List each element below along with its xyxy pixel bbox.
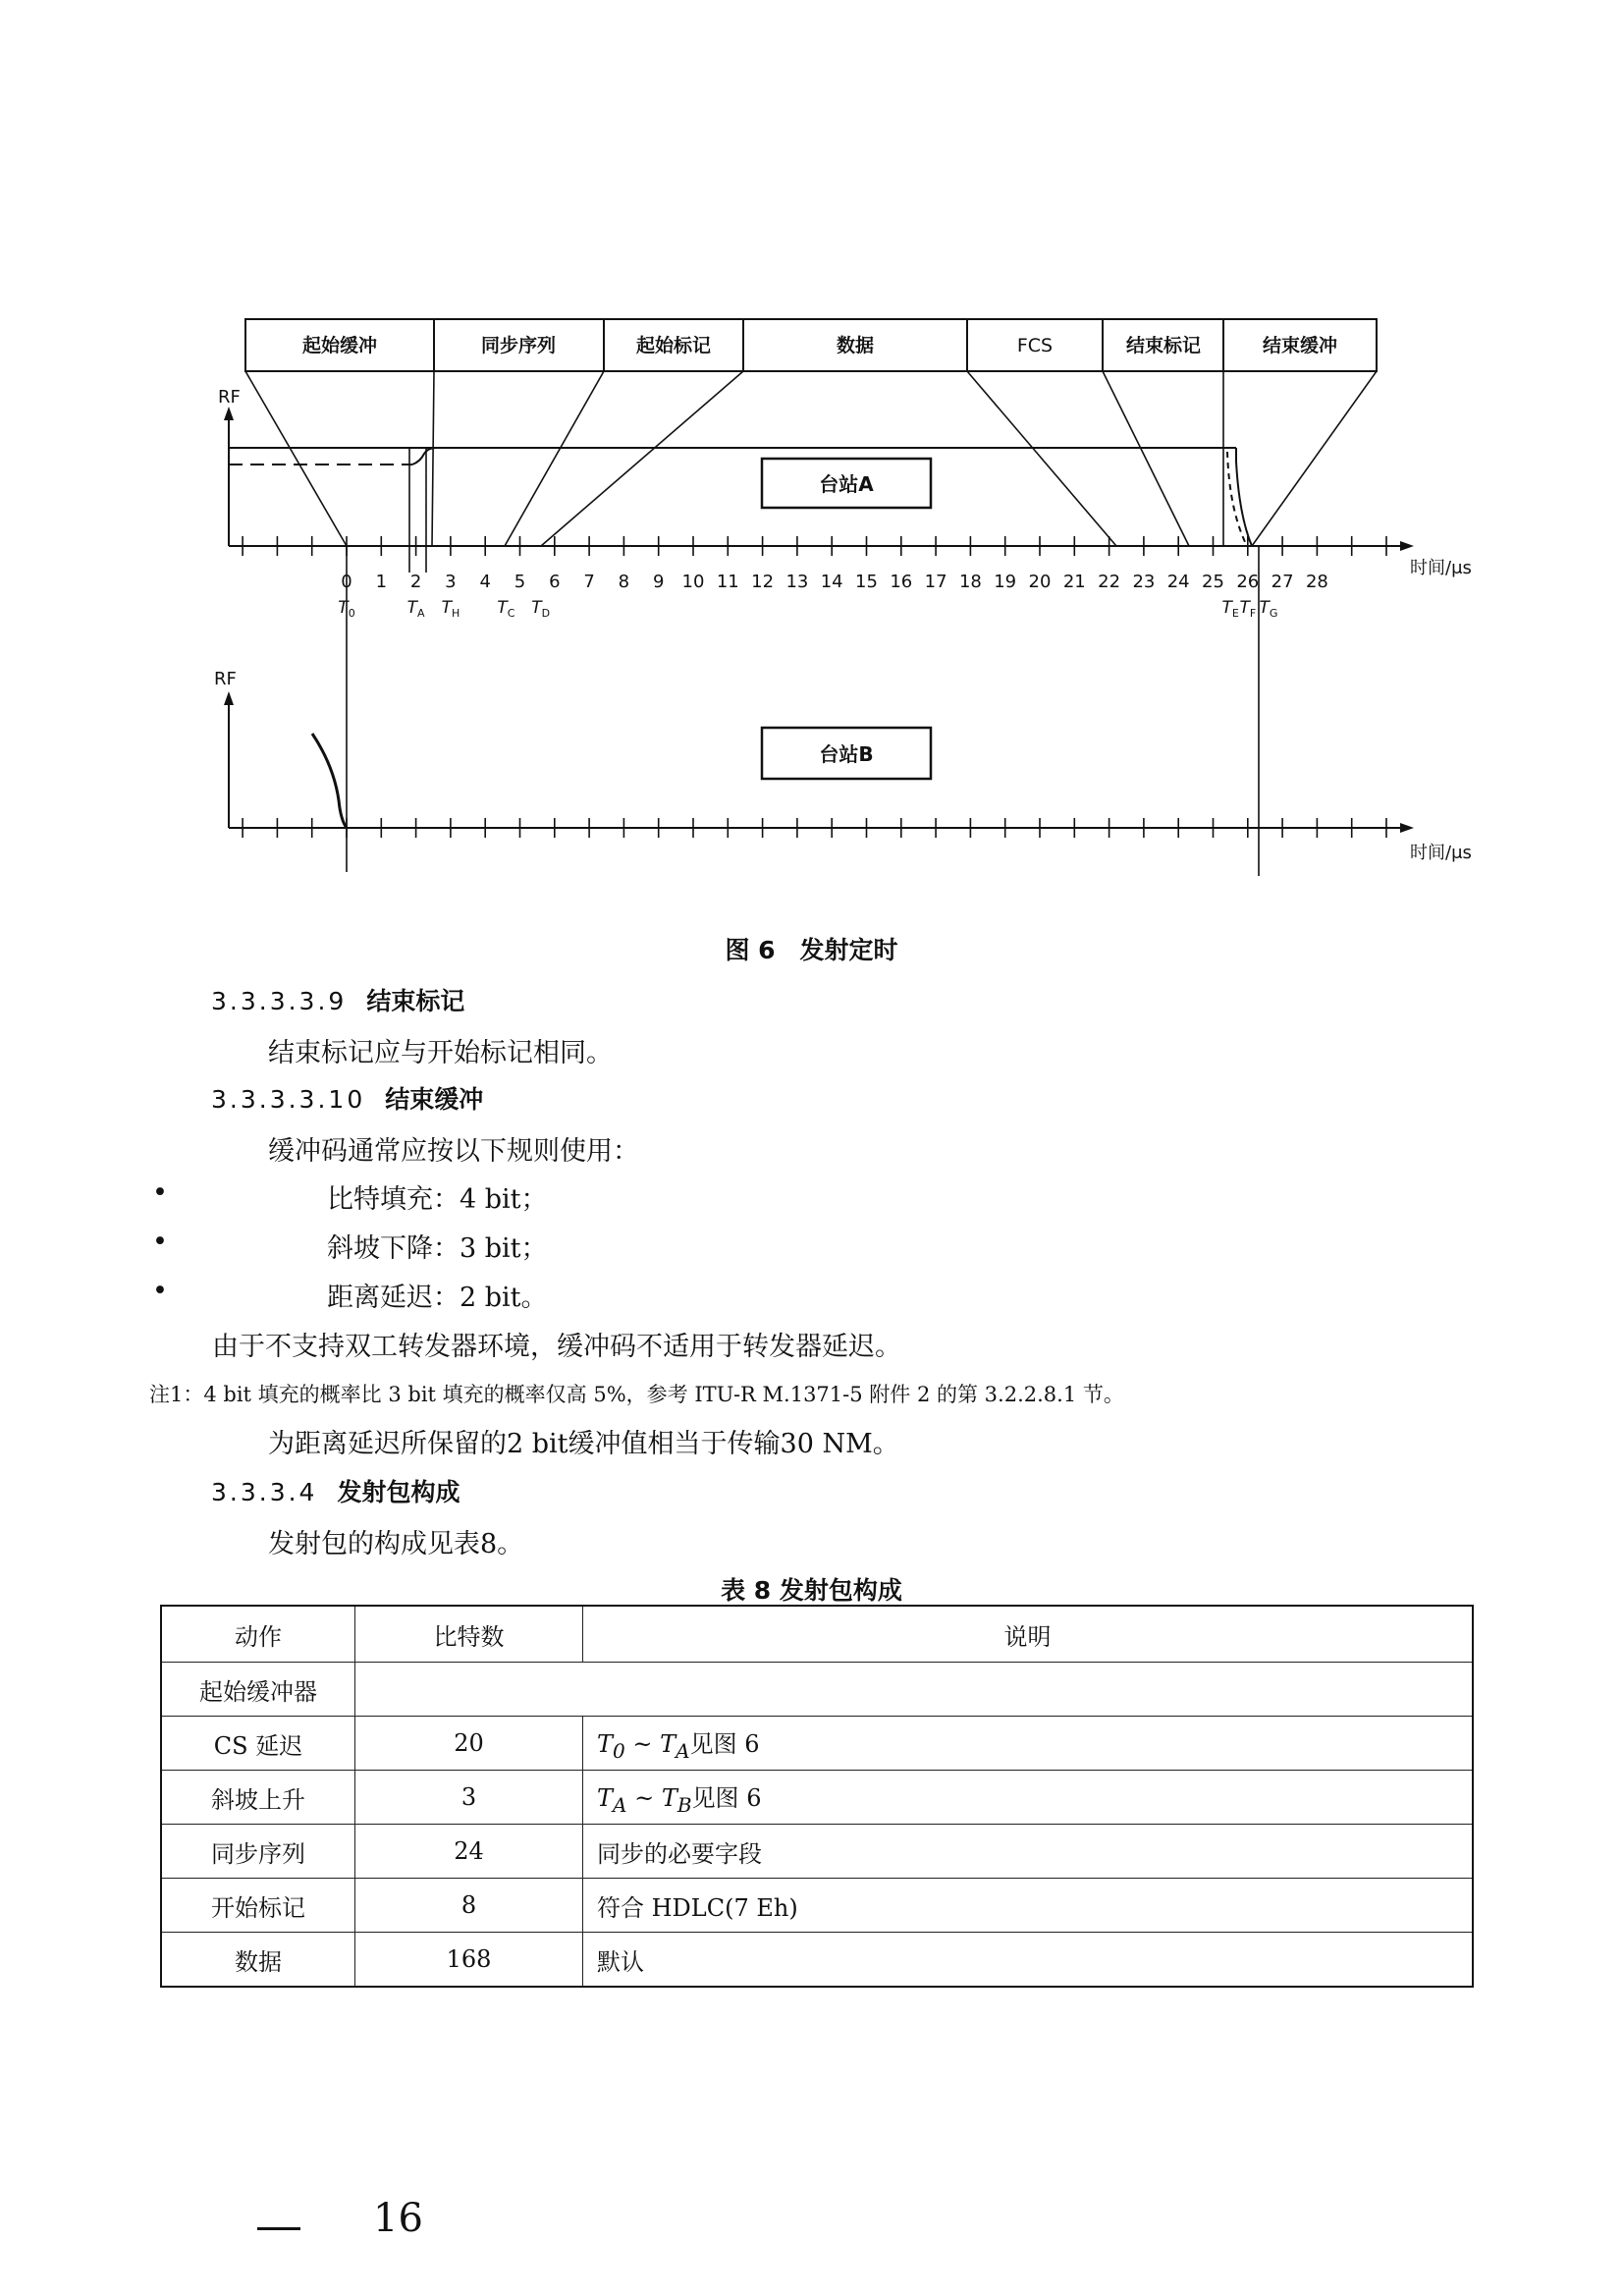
desc-sub: A <box>676 1738 690 1763</box>
tick-label: 25 <box>1202 572 1224 592</box>
segment-end-flag: 结束标记 <box>1125 335 1202 356</box>
time-b-label: 时间/μs <box>1410 843 1472 863</box>
desc-var: T <box>660 1729 676 1758</box>
paragraph-reserve: 为距离延迟所保留的2 bit缓冲值相当于传输30 NM。 <box>268 1429 899 1459</box>
transmit-timing-figure <box>0 0 1623 903</box>
tick-label: 23 <box>1132 572 1156 592</box>
tick-label: 4 <box>479 572 491 592</box>
segment-data: 数据 <box>836 335 875 356</box>
segment-sync-sequence: 同步序列 <box>480 335 557 356</box>
transmit-packet-table <box>160 1605 1474 1988</box>
tick-label: 8 <box>618 572 630 592</box>
cell-action: 同步序列 <box>161 1825 355 1879</box>
tick-label: 28 <box>1305 572 1328 592</box>
heading-number: 3.3.3.4 <box>211 1478 318 1506</box>
timing-markers <box>338 598 1277 620</box>
timing-marker: $T_A$ <box>406 598 425 620</box>
table-row <box>161 1879 1473 1933</box>
tick-label: 3 <box>445 572 457 592</box>
tick-label: 11 <box>716 572 739 592</box>
cell-empty <box>355 1663 1474 1717</box>
timing-marker: $T_H$ <box>441 598 460 620</box>
tick-label: 2 <box>409 572 422 592</box>
station-b-label: 台站B <box>819 742 874 766</box>
timing-marker: $T_F$ <box>1239 598 1257 620</box>
bullet-item-distance-delay: 距离延迟：2 bit。 <box>327 1283 548 1313</box>
paragraph-composition: 发射包的构成见表8。 <box>268 1529 524 1559</box>
tick-label: 0 <box>341 572 352 592</box>
station-a-rf-envelope <box>229 448 1252 546</box>
heading-title: 结束缓冲 <box>385 1085 484 1114</box>
tick-label: 26 <box>1236 572 1260 592</box>
cell-bits: 24 <box>355 1825 583 1879</box>
tick-label: 21 <box>1062 572 1086 592</box>
heading-3-3-3-3-9 <box>211 982 464 1017</box>
tick-label: 16 <box>890 572 913 592</box>
cell-action: CS 延迟 <box>161 1717 355 1771</box>
desc-sub: A <box>613 1792 627 1817</box>
desc-tail: 见图 6 <box>689 1729 760 1758</box>
heading-3-3-3-4 <box>211 1473 460 1508</box>
tick-label: 1 <box>375 572 388 592</box>
tick-label: 27 <box>1271 572 1294 592</box>
tick-label: 19 <box>994 572 1017 592</box>
bullet-mark: • <box>152 1177 168 1208</box>
table-row <box>161 1933 1473 1988</box>
cell-action: 斜坡上升 <box>161 1771 355 1825</box>
tick-label: 18 <box>958 572 982 592</box>
time-a-label: 时间/μs <box>1410 558 1472 578</box>
paragraph-duplex: 由于不支持双工转发器环境，缓冲码不适用于转发器延迟。 <box>212 1332 901 1362</box>
tick-label: 22 <box>1098 572 1121 592</box>
timing-marker: $T_0$ <box>338 598 355 620</box>
tick-label: 24 <box>1166 572 1190 592</box>
station-a-label: 台站A <box>819 472 874 496</box>
bullet-mark: • <box>152 1276 168 1306</box>
heading-title: 结束标记 <box>366 987 465 1015</box>
bullet-item-ramp-down: 斜坡下降：3 bit； <box>327 1233 548 1264</box>
desc-sep: ~ <box>624 1729 661 1758</box>
cell-description: 符合 HDLC(7 Eh) <box>583 1879 1474 1933</box>
header-description: 说明 <box>583 1606 1474 1663</box>
paragraph-end-flag: 结束标记应与开始标记相同。 <box>268 1038 613 1068</box>
rf-b-label: RF <box>214 669 237 689</box>
tick-label: 17 <box>924 572 947 592</box>
desc-sub: B <box>676 1792 692 1817</box>
rf-b-arrow-icon <box>224 691 234 705</box>
cell-bits: 20 <box>355 1717 583 1771</box>
cell-bits: 8 <box>355 1879 583 1933</box>
tick-label: 15 <box>855 572 878 592</box>
table-row <box>161 1771 1473 1825</box>
segment-start-flag: 起始标记 <box>635 335 712 356</box>
timing-marker: $T_E$ <box>1221 598 1239 620</box>
cell-action: 起始缓冲器 <box>161 1663 355 1717</box>
cell-bits: 168 <box>355 1933 583 1988</box>
tick-label: 14 <box>820 572 843 592</box>
station-b-ramp-down <box>312 734 347 828</box>
heading-3-3-3-3-10 <box>211 1080 483 1116</box>
cell-action: 开始标记 <box>161 1879 355 1933</box>
table-row <box>161 1663 1473 1717</box>
table-header-row <box>161 1606 1473 1663</box>
tick-label: 9 <box>652 572 665 592</box>
cell-description <box>583 1771 1474 1825</box>
table-row <box>161 1825 1473 1879</box>
tick-label: 5 <box>514 572 526 592</box>
timing-marker: $T_G$ <box>1259 598 1278 620</box>
tick-label: 20 <box>1028 572 1052 592</box>
note-1: 注1：4 bit 填充的概率比 3 bit 填充的概率仅高 5%，参考 ITU-R M.1371-5 附件 2 的第 3.2.2.8.1 节。 <box>149 1383 1124 1406</box>
tick-label: 7 <box>583 572 595 592</box>
segment-fcs: FCS <box>1016 335 1054 356</box>
reference-lines <box>347 448 1259 876</box>
desc-tail: 见图 6 <box>691 1783 762 1812</box>
desc-var: T <box>597 1729 614 1758</box>
paragraph-buffer-rules: 缓冲码通常应按以下规则使用： <box>268 1136 639 1167</box>
cell-action: 数据 <box>161 1933 355 1988</box>
tick-label: 10 <box>681 572 705 592</box>
bullet-item-bit-stuffing: 比特填充：4 bit； <box>327 1184 548 1215</box>
header-action: 动作 <box>161 1606 355 1663</box>
header-bits: 比特数 <box>355 1606 583 1663</box>
footer-dash <box>257 2227 300 2230</box>
timing-marker: $T_D$ <box>531 598 551 620</box>
tick-label: 6 <box>549 572 561 592</box>
time-b-arrow-icon <box>1400 823 1414 833</box>
segment-start-buffer: 起始缓冲 <box>301 335 378 356</box>
figure-caption: 图 6 发射定时 <box>725 936 898 964</box>
desc-sep: ~ <box>626 1783 662 1812</box>
cell-description <box>583 1717 1474 1771</box>
timing-marker: $T_C$ <box>497 598 515 620</box>
time-a-arrow-icon <box>1400 541 1414 551</box>
heading-title: 发射包构成 <box>337 1478 460 1506</box>
table-row <box>161 1717 1473 1771</box>
cell-description: 默认 <box>583 1933 1474 1988</box>
desc-var: T <box>597 1783 614 1812</box>
segment-end-buffer: 结束缓冲 <box>1262 335 1338 356</box>
bullet-mark: • <box>152 1227 168 1257</box>
tick-label: 13 <box>785 572 809 592</box>
cell-bits: 3 <box>355 1771 583 1825</box>
station-a-tick-labels <box>341 572 1328 592</box>
cell-description: 同步的必要字段 <box>583 1825 1474 1879</box>
heading-number: 3.3.3.3.9 <box>211 987 348 1015</box>
rf-a-arrow-icon <box>224 407 234 420</box>
heading-number: 3.3.3.3.10 <box>211 1085 366 1114</box>
table-title: 表 8 发射包构成 <box>721 1576 902 1605</box>
page-number: 16 <box>373 2196 423 2241</box>
tick-label: 12 <box>751 572 775 592</box>
desc-sub: 0 <box>613 1738 625 1763</box>
rf-a-label: RF <box>218 387 241 408</box>
desc-var: T <box>661 1783 677 1812</box>
segment-header <box>245 319 1377 371</box>
